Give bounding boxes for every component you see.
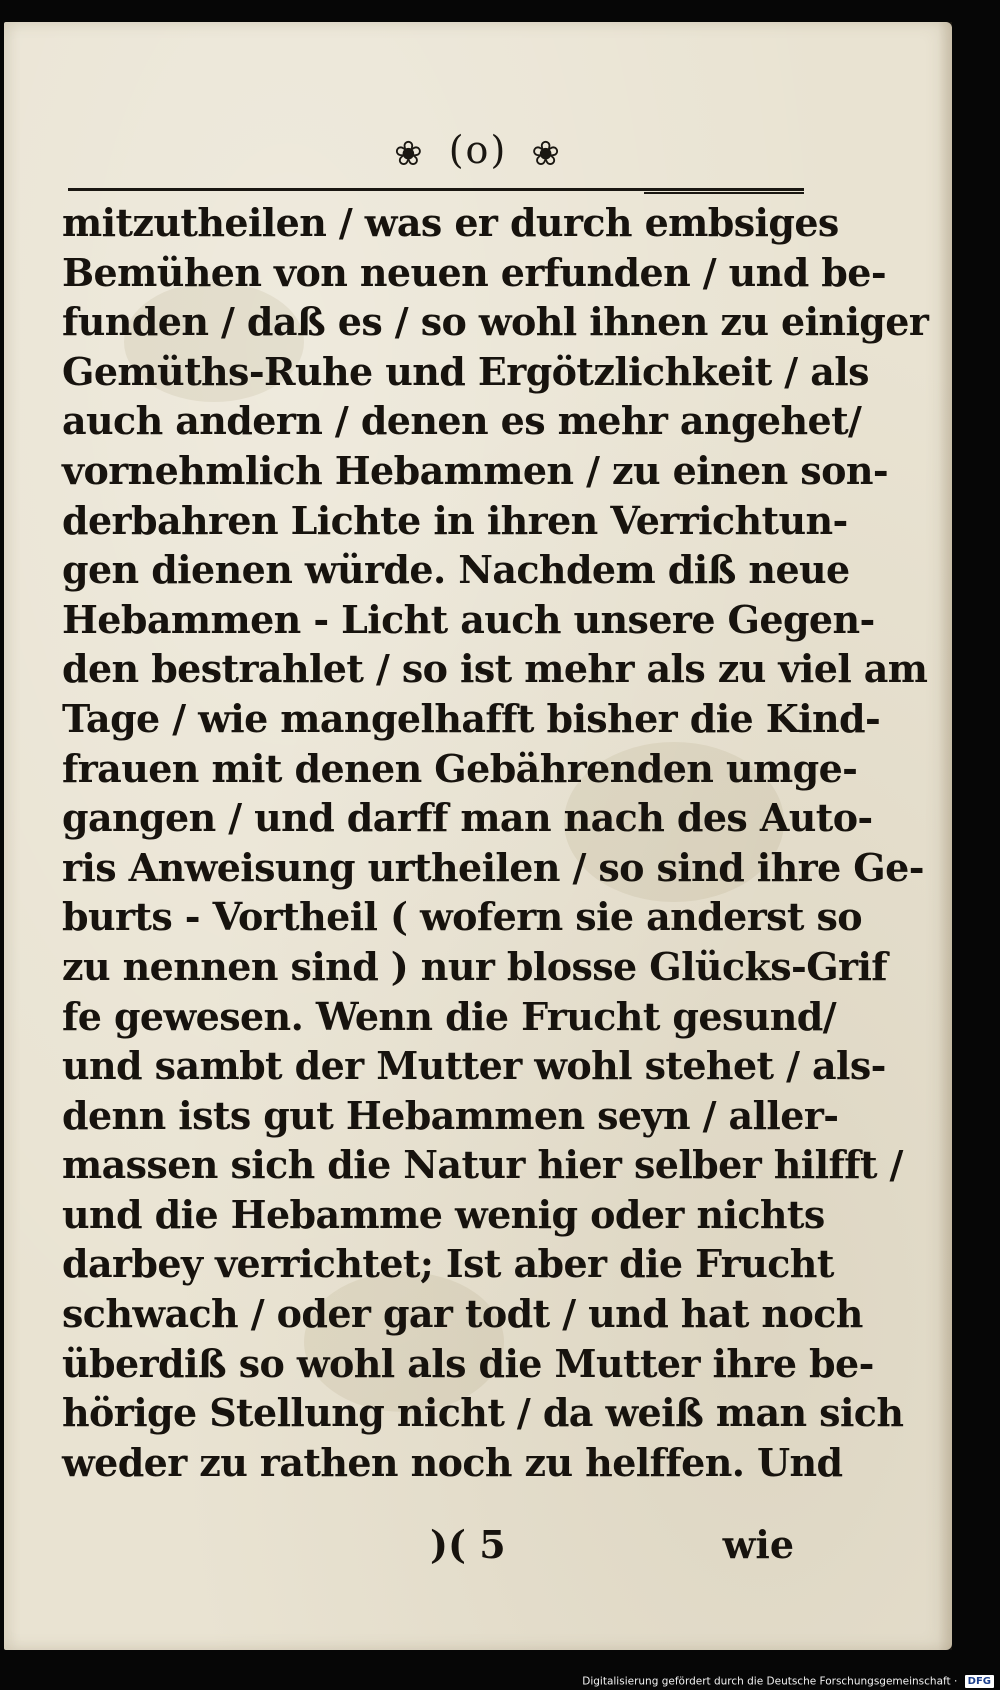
text-line: derbahren Lichte in ihren Verrichtun- [62,497,848,543]
running-header [4,128,952,174]
text-line: mitzutheilen / was er durch embsiges [62,200,839,245]
text-line: schwach / oder gar todt / und hat noch [62,1291,863,1337]
text-line: darbey verrichtet; Ist aber die Frucht [62,1241,834,1287]
text-line: funden / daß es / so wohl ihnen zu einiger [62,299,929,345]
page-number: (o) [448,128,508,172]
page-edge-shadow [938,22,952,1650]
body-text [62,198,929,1487]
text-line: auch andern / denen es mehr angehet/ [62,398,862,444]
text-line: Gemüths-Ruhe und Ergötzlichkeit / als [62,348,869,394]
right-ornament-icon: ❀ [531,133,562,174]
text-line: gangen / und darff man nach des Auto- [62,795,873,841]
signature-mark: )( 5 [430,1522,506,1567]
header-rule-secondary [644,192,804,194]
catchword: wie [722,1522,794,1567]
text-line: ris Anweisung urtheilen / so sind ihre Ge- [62,844,924,890]
page-footer [62,1522,802,1582]
text-line: Tage / wie mangelhafft bisher die Kind- [62,695,881,741]
text-line: denn ists gut Hebammen seyn / aller- [62,1092,839,1138]
text-line: zu nennen sind ) nur blosse Glücks-Grif [62,943,888,989]
text-line: vornehmlich Hebammen / zu einen son- [62,447,889,493]
text-line: Bemühen von neuen erfunden / und be- [62,249,887,295]
text-line: frauen mit denen Gebährenden umge- [62,745,858,791]
text-line: und die Hebamme wenig oder nichts [62,1191,825,1237]
text-line: den bestrahlet / so ist mehr als zu viel am [62,646,928,692]
text-line: massen sich die Natur hier selber hilfft / [62,1142,903,1188]
text-line: hörige Stellung nicht / da weiß man sich [62,1390,904,1436]
text-line: fe gewesen. Wenn die Frucht gesund/ [62,993,837,1039]
text-line: Hebammen - Licht auch unsere Gegen- [62,596,875,642]
book-page [4,22,952,1650]
left-ornament-icon: ❀ [394,133,425,174]
dfg-logo: DFG [965,1675,994,1688]
text-line: burts - Vortheil ( wofern sie anderst so [62,894,863,940]
text-line: gen dienen würde. Nachdem diß neue [62,547,850,593]
text-line: überdiß so wohl als die Mutter ihre be- [62,1340,874,1386]
header-rule [68,188,804,191]
text-line: weder zu rathen noch zu helffen. Und [62,1439,843,1485]
text-line: und sambt der Mutter wohl stehet / als- [62,1043,886,1089]
digitization-credit [582,1675,994,1688]
credit-text: Digitalisierung gefördert durch die Deutsche Forschungsgemeinschaft · [582,1675,958,1688]
